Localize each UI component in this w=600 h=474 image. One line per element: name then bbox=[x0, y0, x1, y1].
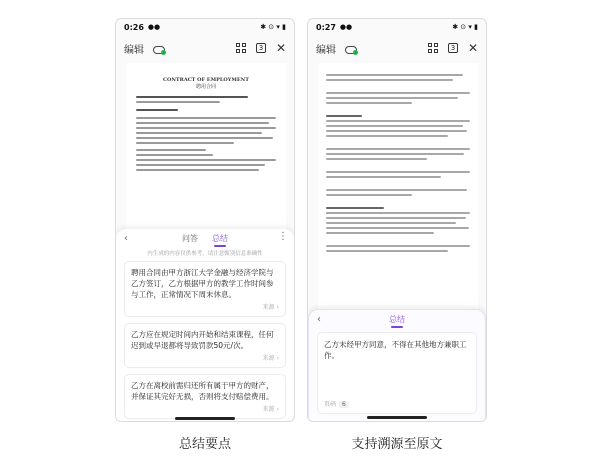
status-time: 0:27 bbox=[316, 22, 336, 32]
phone-screen-trace-source bbox=[307, 18, 487, 422]
home-indicator[interactable] bbox=[175, 417, 235, 420]
summary-text: 乙方在离校前需归还所有属于甲方的财产，并保证其完好无损，否则将支付赔偿费用。 bbox=[131, 381, 274, 401]
more-options-icon[interactable]: ⋮ bbox=[278, 231, 288, 242]
caption-trace: 支持溯源至原文 bbox=[351, 437, 443, 452]
summary-card[interactable] bbox=[124, 261, 286, 317]
close-icon[interactable]: ✕ bbox=[467, 41, 478, 55]
document-page bbox=[318, 63, 478, 328]
panel-tabs bbox=[309, 310, 485, 328]
tab-qa[interactable]: 问答 bbox=[182, 233, 198, 243]
status-icons: ✱ ⊙ ▾ ▮ bbox=[260, 23, 286, 31]
grid-view-icon[interactable] bbox=[428, 43, 438, 53]
status-icons: ✱ ⊙ ▾ ▮ bbox=[452, 23, 478, 31]
panel-tabs bbox=[116, 229, 294, 247]
cloud-sync-icon[interactable] bbox=[152, 44, 164, 53]
summary-card[interactable] bbox=[124, 323, 286, 368]
status-indicators: ●● bbox=[147, 23, 161, 31]
back-chevron-icon[interactable]: ‹ bbox=[317, 314, 321, 325]
status-bar bbox=[116, 19, 294, 35]
grid-view-icon[interactable] bbox=[236, 43, 246, 53]
trace-panel bbox=[308, 309, 486, 422]
status-bar bbox=[308, 19, 486, 35]
source-link[interactable]: 来源 › bbox=[262, 406, 279, 413]
phone-screen-summary bbox=[115, 18, 295, 422]
page-count-icon[interactable]: 3 bbox=[448, 43, 458, 53]
page-label: 页码 bbox=[324, 401, 337, 408]
summary-card[interactable] bbox=[124, 374, 286, 419]
summary-panel bbox=[116, 229, 294, 422]
close-icon[interactable]: ✕ bbox=[275, 41, 286, 55]
document-title-en: CONTRACT OF EMPLOYMENT bbox=[163, 77, 249, 83]
source-link[interactable]: 来源 › bbox=[262, 304, 279, 311]
edit-button[interactable]: 编辑 bbox=[124, 44, 144, 56]
document-title-cn: 聘用合同 bbox=[195, 84, 216, 90]
source-text: 乙方未经甲方同意，不得在其他地方兼职工作。 bbox=[324, 340, 467, 360]
back-chevron-icon[interactable]: ‹ bbox=[124, 233, 128, 244]
summary-text: 聘用合同由甲方浙江大学金融与经济学院与乙方签订，乙方根据甲方的教学工作时间参与工作，正常情况下周末休息。 bbox=[131, 268, 274, 299]
edit-button[interactable]: 编辑 bbox=[316, 44, 336, 56]
top-toolbar bbox=[308, 37, 486, 59]
status-time: 0:26 bbox=[124, 22, 144, 32]
source-link[interactable]: 来源 › bbox=[262, 355, 279, 362]
page-number-badge[interactable]: 6 bbox=[339, 401, 349, 408]
summary-text: 乙方应在规定时间内开始和结束课程，任何迟到或早退都将导致罚款50元/次。 bbox=[131, 330, 274, 350]
status-indicators: ●● bbox=[339, 23, 353, 31]
disclaimer-hint: 内生成的内容仅供参考，请注意甄别信息准确性 bbox=[147, 251, 263, 257]
page-count-icon[interactable]: 3 bbox=[256, 43, 266, 53]
top-toolbar bbox=[116, 37, 294, 59]
page-reference[interactable] bbox=[324, 399, 349, 408]
tab-summary[interactable]: 总结 bbox=[389, 314, 405, 324]
caption-summary: 总结要点 bbox=[178, 437, 231, 452]
source-card[interactable] bbox=[317, 332, 477, 414]
cloud-sync-icon[interactable] bbox=[344, 44, 356, 53]
home-indicator[interactable] bbox=[367, 416, 427, 419]
tab-summary[interactable]: 总结 bbox=[212, 233, 228, 243]
